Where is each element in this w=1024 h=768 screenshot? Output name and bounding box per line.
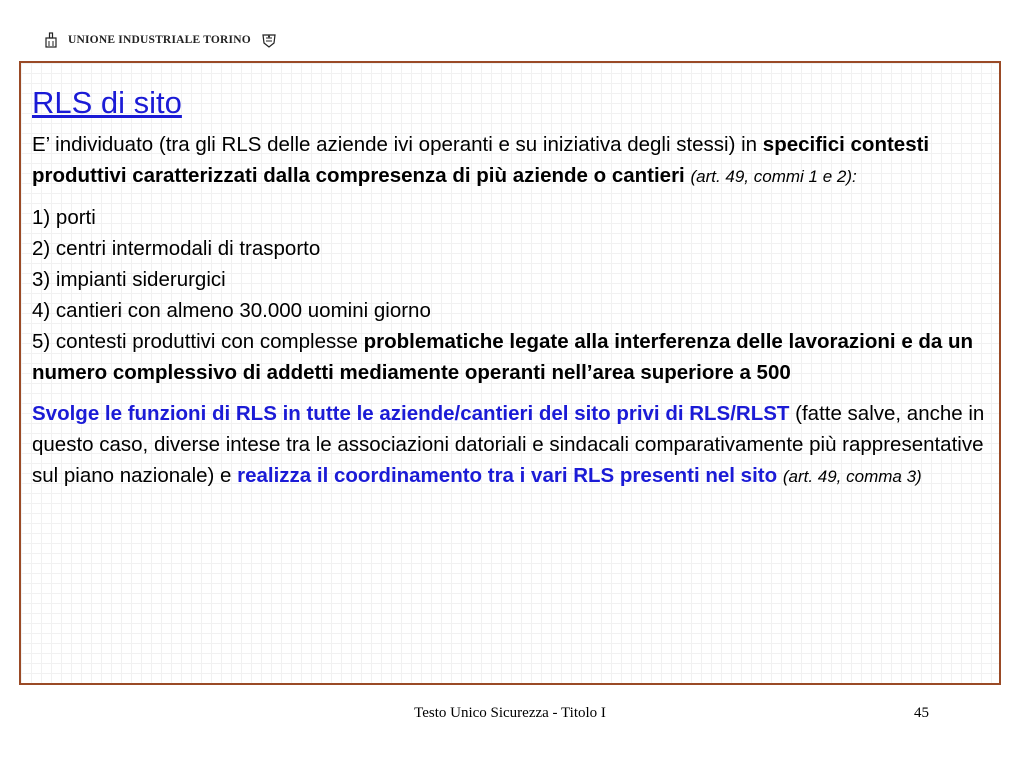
intro-reference: (art. 49, commi 1 e 2): xyxy=(690,167,857,186)
list-item: 4) cantieri con almeno 30.000 uomini giorno xyxy=(32,299,431,322)
slide-content xyxy=(19,61,1001,685)
list-item: 3) impianti siderurgici xyxy=(32,268,226,291)
intro-bold: specifici contesti produttivi caratterizzati dalla compresenza di più aziende o cantieri xyxy=(32,133,930,187)
list-item: 2) centri intermodali di trasporto xyxy=(32,237,321,260)
closing-reference: (art. 49, comma 3) xyxy=(782,467,922,486)
item5-text: 5) contesti produttivi con complesse xyxy=(32,330,364,353)
header-logo xyxy=(44,28,277,52)
closing-emphasis-1: Svolge le funzioni di RLS in tutte le aziende/cantieri del sito privi di RLS/RLST xyxy=(32,402,790,425)
site-list xyxy=(32,202,987,388)
page-number: 45 xyxy=(914,705,929,721)
closing-emphasis-2: realizza il coordinamento tra i vari RLS presenti nel sito xyxy=(237,464,778,487)
footer-title: Testo Unico Sicurezza - Titolo I xyxy=(414,705,606,721)
item5-bold: problematiche legate alla interferenza delle lavorazioni e da un numero complessivo di addetti mediamente operanti nell’area superiore a 500 xyxy=(32,330,974,384)
closing-text: (fatte salve, anche in questo caso, diverse intese tra le associazioni datoriali e sindacali comparativamente più rappresentative sul piano nazionale) e xyxy=(32,402,985,487)
intro-text: E’ individuato (tra gli RLS delle aziende ivi operanti e su iniziativa degli stessi) in xyxy=(32,133,763,156)
closing-paragraph xyxy=(32,398,987,492)
emblem-icon xyxy=(261,32,277,48)
slide-title: RLS di sito xyxy=(32,85,182,120)
intro-paragraph xyxy=(32,129,987,192)
building-icon xyxy=(44,32,58,48)
organization-name: UNIONE INDUSTRIALE TORINO xyxy=(68,34,251,46)
list-item: 1) porti xyxy=(32,206,96,229)
list-item xyxy=(32,326,987,388)
